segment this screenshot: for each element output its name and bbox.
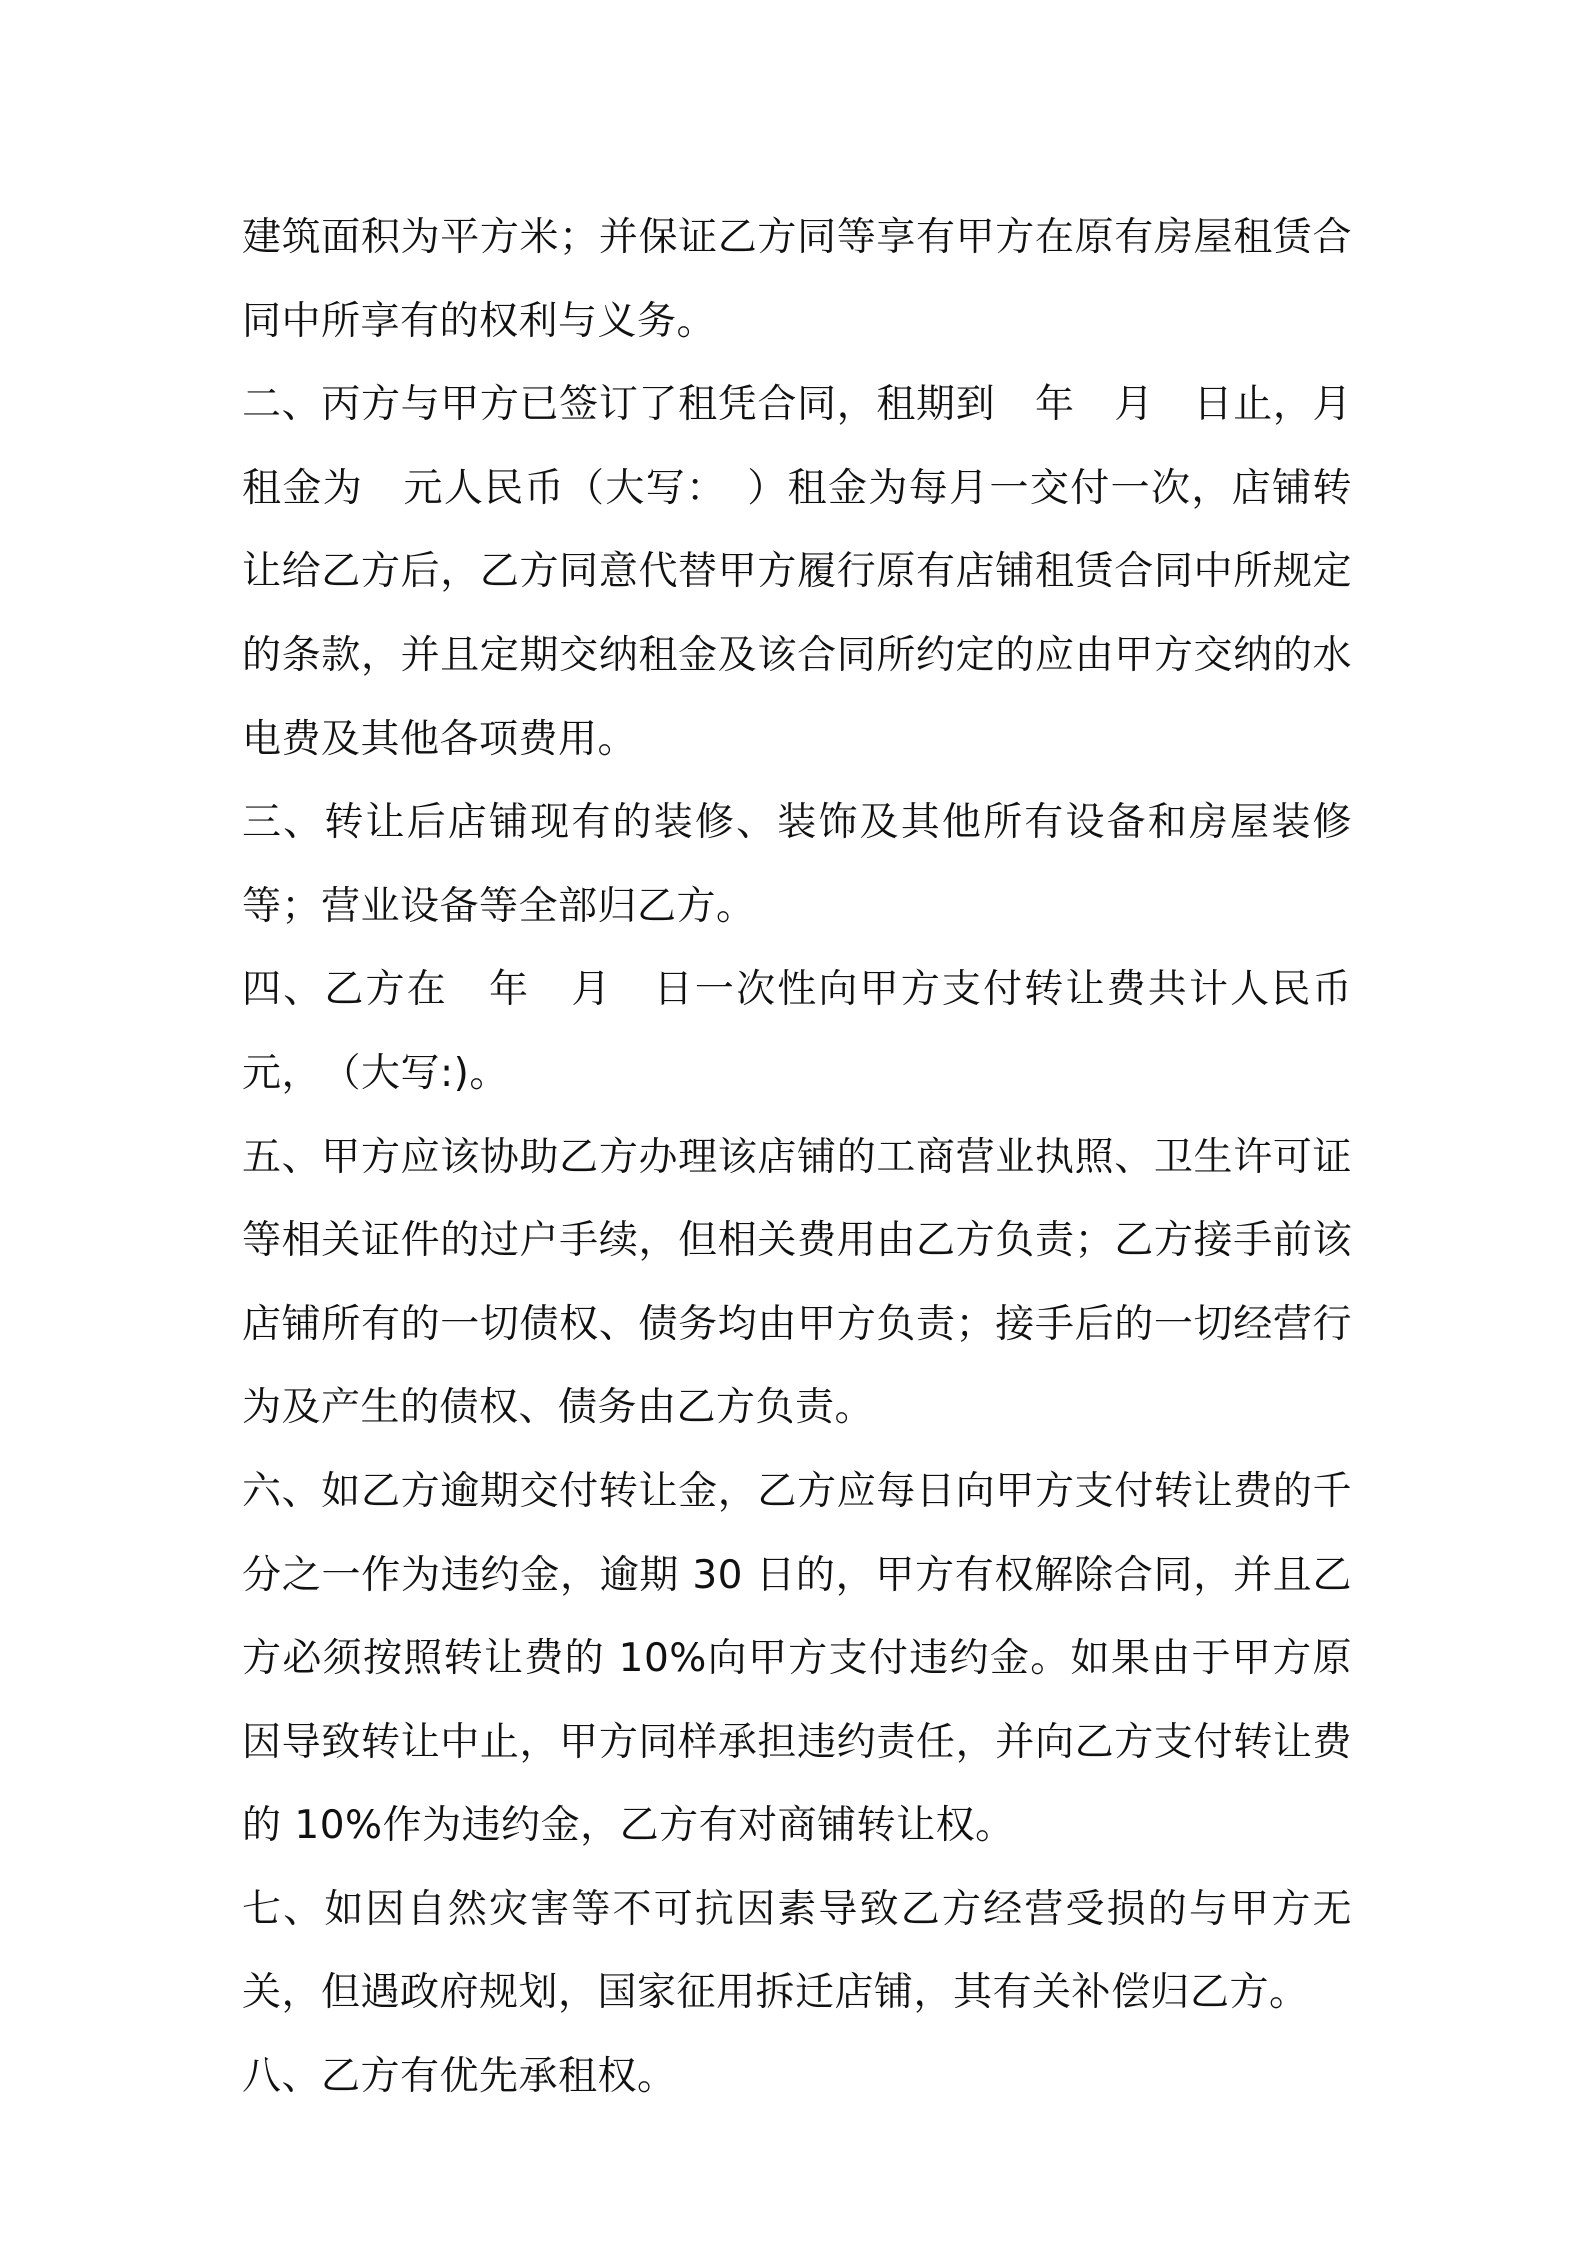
paragraph-clause-8: 八、乙方有优先承租权。 xyxy=(242,2054,677,2100)
paragraph-clause-2: 二、丙方与甲方已签订了租凭合同，租期到 年 月 日止，月租金为 元人民币（大写： ）租金为每月一交付一次，店铺转让给乙方后，乙方同意代替甲方履行原有店铺租赁合同中所规定的条款，并且定期交纳租金及该合同所约定的应由甲方交纳的水电费及其他各项费用。 xyxy=(242,382,1352,762)
paragraph-clause-5: 五、甲方应该协助乙方办理该店铺的工商营业执照、卫生许可证等相关证件的过户手续，但相关费用由乙方负责；乙方接手前该店铺所有的一切债权、债务均由甲方负责；接手后的一切经营行为及产生的债权、债务由乙方负责。 xyxy=(242,1134,1352,1431)
paragraph-clause-7: 七、如因自然灾害等不可抗因素导致乙方经营受损的与甲方无关，但遇政府规划，国家征用拆迁店铺，其有关补偿归乙方。 xyxy=(242,1886,1352,2016)
paragraph-clause-3: 三、转让后店铺现有的装修、装饰及其他所有设备和房屋装修等；营业设备等全部归乙方。 xyxy=(242,800,1352,929)
paragraph-clause-4: 四、乙方在 年 月 日一次性向甲方支付转让费共计人民币元， （大写:)。 xyxy=(242,967,1352,1096)
paragraph-area-clause: 建筑面积为平方米；并保证乙方同等享有甲方在原有房屋租赁合同中所享有的权利与义务。 xyxy=(242,215,1352,344)
document-body xyxy=(242,196,1352,2119)
paragraph-clause-6: 六、如乙方逾期交付转让金，乙方应每日向甲方支付转让费的千分之一作为违约金，逾期 30 日的，甲方有权解除合同，并且乙方必须按照转让费的 10%向甲方支付违约金。如果由于甲方原因导致转让中止，甲方同样承担违约责任，并向乙方支付转让费的 10%作为违约金，乙方有对商铺转让权。 xyxy=(242,1468,1352,1849)
